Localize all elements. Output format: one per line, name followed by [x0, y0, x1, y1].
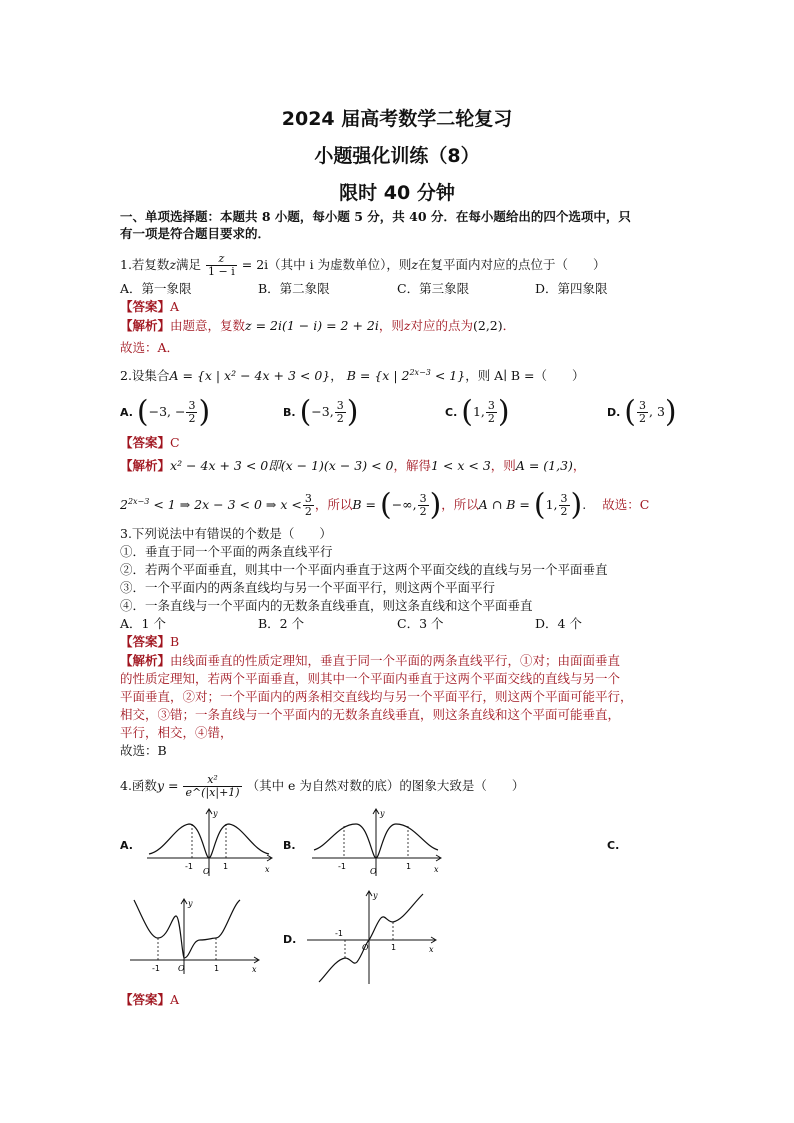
q3-option-d: D．4 个 — [535, 616, 582, 631]
q2-ana2-abint: 1, — [545, 497, 558, 513]
q3-item-3: ③．一个平面内的两条直线均与另一个平面平行，则这两个平面平行 — [120, 580, 496, 595]
q2-option-b-num: 3 — [336, 399, 344, 412]
q2-option-a-label: A. — [120, 406, 133, 419]
analysis-label: 【解析】 — [120, 458, 171, 473]
answer-label: 【答案】 — [120, 435, 171, 450]
q4-answer — [120, 992, 179, 1008]
title-sub: 小题强化训练（8） — [314, 145, 480, 167]
answer-label: 【答案】 — [120, 634, 171, 649]
q4-a-x: x — [265, 865, 270, 874]
q2-ana2-abnum: 3 — [560, 492, 568, 506]
q4-graph-d — [305, 888, 440, 988]
q4-c-neg1: -1 — [152, 964, 160, 973]
q4-a-o: O — [203, 867, 210, 876]
q1-analysis-d: 对应的点为 — [410, 318, 473, 333]
q2-option-c-den: 2 — [487, 412, 495, 425]
q2-answer-value: C — [170, 435, 180, 450]
q4-graph-a — [145, 806, 275, 878]
q4-option-c-label: C. — [607, 839, 620, 852]
q4-frac-den: e^(|x|+1) — [185, 786, 240, 799]
q2-option-d: D. ( $\frac{3}{2}$ , 3) — [607, 394, 677, 430]
q2-option-d-num: 3 — [639, 399, 647, 412]
q2-choose: 故选：C — [602, 497, 650, 513]
q3-answer-value: B — [170, 634, 180, 649]
q3-analysis-line5: 平行，相交，④错， — [120, 725, 233, 740]
q4-c-o: O — [178, 964, 185, 973]
q3-choose: 故选：B — [120, 743, 167, 758]
q1-fraction — [206, 253, 237, 278]
q2-ana2-pre: 2 — [120, 497, 128, 513]
q2-analysis-ineq: x² − 4x + 3 < 0即(x − 1)(x − 3) < 0 — [170, 458, 394, 473]
q2-stem-b: ， — [330, 368, 343, 384]
q3-analysis-line1 — [120, 653, 620, 669]
q2-ana2-so1: ，所以 — [314, 497, 353, 513]
q1-analysis-formula: z = 2i(1 − i) = 2 + 2i — [245, 318, 379, 333]
q2-set-b-pre: B = {x | 2 — [346, 368, 410, 384]
q2-ana2-ab: A ∩ B = — [478, 497, 530, 513]
answer-label: 【答案】 — [120, 992, 171, 1007]
q4-fraction — [183, 774, 241, 799]
q2-option-b-pre: −3, — [311, 404, 334, 419]
q2-option-c-num: 3 — [487, 399, 495, 412]
q1-frac-num: z — [206, 253, 237, 266]
q2-ana2-num: 3 — [304, 492, 312, 506]
q4-c-y: y — [188, 899, 193, 908]
q1-analysis-var: z — [403, 318, 411, 333]
q2-set-b-post: < 1} — [430, 368, 466, 384]
q3-stem: 3.下列说法中有错误的个数是（ ） — [120, 526, 332, 541]
q3-item-1: ①．垂直于同一个平面的两条直线平行 — [120, 544, 333, 559]
q2-option-d-label: D. — [607, 406, 621, 419]
q4-func-y: y = — [156, 778, 179, 793]
q4-option-a-label: A. — [120, 839, 133, 852]
answer-label: 【答案】 — [120, 299, 171, 314]
q3-analysis-text-1: 由线面垂直的性质定理知，垂直于同一个平面的两条直线平行，①对；由面面垂直 — [170, 653, 621, 668]
q4-c-x: x — [252, 965, 257, 974]
q1-stem-d: 在复平面内对应的点位于（ ） — [417, 257, 606, 272]
q4-c-pos1: 1 — [214, 964, 220, 973]
q4-d-x: x — [429, 945, 434, 954]
q3-item-2: ②．若两个平面垂直，则其中一个平面内垂直于这两个平面交线的直线与另一个平面垂直 — [120, 562, 608, 577]
q2-option-a-num: 3 — [188, 399, 196, 412]
q2-answer — [120, 435, 180, 451]
q4-frac-num: x² — [183, 774, 241, 787]
q4-graph-c — [128, 896, 263, 976]
q3-option-c: C．3 个 — [397, 616, 444, 631]
q2-stem-c: ，则 A∣ B =（ ） — [465, 368, 585, 384]
q2-option-b-label: B. — [283, 406, 296, 419]
q1-option-b: B．第二象限 — [258, 281, 330, 296]
q2-option-c-label: C. — [445, 406, 458, 419]
q2-ana2-bnum: 3 — [419, 492, 427, 506]
analysis-label: 【解析】 — [120, 318, 171, 333]
q4-stem-a: 4.函数 — [120, 778, 157, 793]
q2-option-a-den: 2 — [188, 412, 196, 425]
q2-ana2-exp: 2x−3 — [127, 497, 150, 506]
q2-set-b-exp: 2x−3 — [409, 368, 431, 377]
q1-analysis-f: ． — [502, 318, 516, 333]
q4-d-o: O — [362, 943, 369, 952]
q4-b-x: x — [434, 865, 439, 874]
q2-analysis-d: ，则 — [490, 458, 516, 473]
q2-ana2-bint: −∞, — [391, 497, 417, 513]
q1-stem-c: = 2i（其中 i 为虚数单位），则 — [241, 257, 412, 272]
q1-answer — [120, 299, 179, 315]
q3-item-4: ④．一条直线与一个平面内的无数条直线垂直，则这条直线和这个平面垂直 — [120, 598, 533, 613]
q2-option-c-pre: 1, — [472, 404, 485, 419]
q1-var-2: z — [411, 257, 418, 272]
q4-d-neg1: -1 — [335, 929, 343, 938]
q1-analysis-point: (2,2) — [472, 318, 503, 333]
q2-stem-a: 2.设集合 — [120, 368, 170, 384]
q1-option-a: A．第一象限 — [120, 281, 192, 296]
q2-option-b-den: 2 — [336, 412, 344, 425]
q3-option-b: B．2 个 — [258, 616, 305, 631]
q1-stem — [120, 253, 605, 278]
q2-analysis-solution: 1 < x < 3 — [431, 458, 491, 473]
q4-option-d-label: D. — [283, 933, 297, 946]
q2-option-c: C. (1, $\frac{3}{2}$ ) — [445, 394, 510, 430]
q1-var: z — [169, 257, 177, 272]
analysis-label: 【解析】 — [120, 653, 171, 668]
q2-analysis-f: ， — [572, 458, 586, 473]
q4-option-b-label: B. — [283, 839, 296, 852]
q1-choose: 故选：A． — [120, 340, 180, 355]
q3-analysis-line2: 的性质定理知，若两个平面垂直，则其中一个平面内垂直于这两个平面交线的直线与另一个 — [120, 671, 621, 686]
q4-a-y: y — [213, 809, 218, 818]
q1-frac-den: 1 − i — [208, 265, 235, 278]
q2-analysis-line2: $2^{2x-3} < 1$ ⇒ 2x − 3 < 0 ⇒ x < $\frac{3}{2}$ ，所以B = (−∞, $\frac{3}{2}$ )，所以A ∩ B = (1, $\frac{3}{2}$ ). 故选：C — [120, 487, 650, 523]
q2-analysis-line1 — [120, 458, 585, 474]
q2-option-d-post: , 3 — [649, 404, 665, 419]
q2-set-a: A = {x | x² − 4x + 3 < 0} — [169, 368, 331, 384]
q2-ana2-mid: < 1 ⇒ 2x − 3 < 0 ⇒ x < — [149, 497, 302, 513]
q2-ana2-so2: ，所以 — [441, 497, 479, 513]
q1-option-d: D．第四象限 — [535, 281, 608, 296]
q4-stem-b: （其中 e 为自然对数的底）的图象大致是（ ） — [246, 778, 525, 793]
q3-analysis-line4: 相交，③错；一条直线与一个平面内的无数条直线垂直，则这条直线和这个平面可能垂直， — [120, 707, 621, 722]
q2-option-b: B. (−3, $\frac{3}{2}$ ) — [283, 394, 359, 430]
section-header-line2: 有一项是符合题目要求的． — [120, 226, 271, 241]
q1-answer-value: A — [170, 299, 180, 314]
q2-ana2-b: B = — [352, 497, 376, 513]
q4-d-y: y — [373, 891, 378, 900]
q4-answer-value: A — [170, 992, 180, 1007]
q2-stem — [120, 365, 584, 384]
q4-stem — [120, 770, 524, 802]
q1-analysis-a: 由题意，复数 — [170, 318, 246, 333]
q2-ana2-den: 2 — [304, 505, 312, 519]
q2-ana2-abden: 2 — [560, 505, 568, 519]
q4-d-pos1: 1 — [391, 943, 397, 952]
q2-option-a-pre: −3, − — [148, 404, 186, 419]
q4-b-y: y — [380, 809, 385, 818]
q2-analysis-seta: A = (1,3) — [515, 458, 573, 473]
q4-a-neg1: -1 — [185, 862, 193, 871]
section-header-line1: 一、单项选择题：本题共 8 小题，每小题 5 分，共 40 分．在每小题给出的四个选项中，只 — [120, 209, 631, 224]
q3-analysis-line3: 平面垂直，②对；一个平面内的两条相交直线均与另一个平面平行，则这两个平面可能平行， — [120, 689, 633, 704]
q4-b-neg1: -1 — [338, 862, 346, 871]
q1-stem-a: 1.若复数 — [120, 257, 170, 272]
q4-graph-b — [310, 806, 445, 878]
q4-b-o: O — [370, 867, 377, 876]
q3-answer — [120, 634, 179, 650]
title-main: 2024 届高考数学二轮复习 — [281, 108, 513, 130]
q2-analysis-b: ，解得 — [393, 458, 431, 473]
title-time: 限时 40 分钟 — [339, 182, 455, 204]
q2-option-d-den: 2 — [639, 412, 647, 425]
q1-option-c: C．第三象限 — [397, 281, 470, 296]
q2-option-a: A. (−3, − $\frac{3}{2}$ ) — [120, 394, 211, 430]
q1-analysis — [120, 318, 515, 334]
q4-a-pos1: 1 — [223, 862, 229, 871]
q4-b-pos1: 1 — [406, 862, 412, 871]
q3-option-a: A．1 个 — [120, 616, 166, 631]
q2-ana2-bden: 2 — [419, 505, 427, 519]
q1-analysis-c: ，则 — [378, 318, 404, 333]
q1-stem-b: 满足 — [176, 257, 202, 272]
